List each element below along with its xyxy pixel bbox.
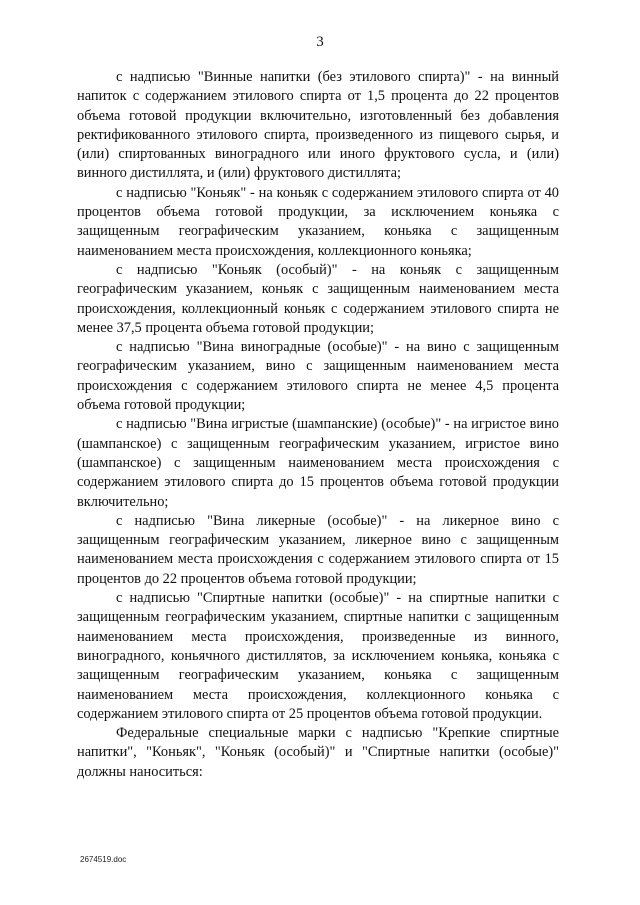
paragraph-wine-drinks: с надписью "Винные напитки (без этилового спирта)" - на винный напиток с содержанием этилового спирта от 1,5 процента до 22 процентов объема готовой продукции включительно, изготовленный без добавления ректификованного этилового спирта, произведенного из пищевого сырья, и (или) спиртованных виноградного или иного фруктового сусла, и (или) винного дистиллята, и (или) фруктового дистиллята; bbox=[77, 69, 559, 182]
paragraph-federal-marks: Федеральные специальные марки с надписью "Крепкие спиртные напитки", "Коньяк", "Коньяк (особый)" и "Спиртные напитки (особые)" должны наноситься: bbox=[77, 725, 559, 780]
page-number: 3 bbox=[316, 34, 324, 50]
paragraph-grape-wines-special: с надписью "Вина виноградные (особые)" - на вино с защищенным географическим указанием, вино с защищенным наименованием места происхождения с содержанием этилового спирта не менее 4,5 процента объема готовой продукции; bbox=[77, 339, 559, 414]
paragraph-cognac: с надписью "Коньяк" - на коньяк с содержанием этилового спирта от 40 процентов объема готовой продукции, за исключением коньяка с защищенным географическим указанием, коньяка с защищенным наименованием места происхождения, коллекционного коньяка; bbox=[77, 184, 559, 259]
document-file-code: 2674519.doc bbox=[80, 855, 127, 864]
document-body bbox=[77, 68, 559, 782]
paragraph-liqueur-wines-special: с надписью "Вина ликерные (особые)" - на ликерное вино с защищенным географическим указанием, ликерное вино с защищенным наименованием места происхождения с содержанием этилового спирта от 15 процентов до 22 процентов объема готовой продукции; bbox=[77, 512, 559, 587]
paragraph-spirits-special: с надписью "Спиртные напитки (особые)" - на спиртные напитки с защищенным географическим указанием, спиртные напитки с защищенным наименованием места происхождения, произведенные из винного, виноградного, коньячного дистиллятов, за исключением коньяка, коньяка с защищенным географическим указанием, коньяка с защищенным наименованием места происхождения, коллекционного коньяка с содержанием этилового спирта от 25 процентов объема готовой продукции. bbox=[77, 590, 559, 722]
paragraph-sparkling-wines-special: с надписью "Вина игристые (шампанские) (особые)" - на игристое вино (шампанское) с защищенным географическим указанием, игристое вино (шампанское) с защищенным наименованием места происхождения с содержанием этилового спирта до 15 процентов объема готовой продукции включительно; bbox=[77, 416, 559, 510]
paragraph-cognac-special: с надписью "Коньяк (особый)" - на коньяк с защищенным географическим указанием, коньяк с защищенным наименованием места происхождения, коллекционный коньяк с содержанием этилового спирта не менее 37,5 процента объема готовой продукции; bbox=[77, 261, 559, 336]
